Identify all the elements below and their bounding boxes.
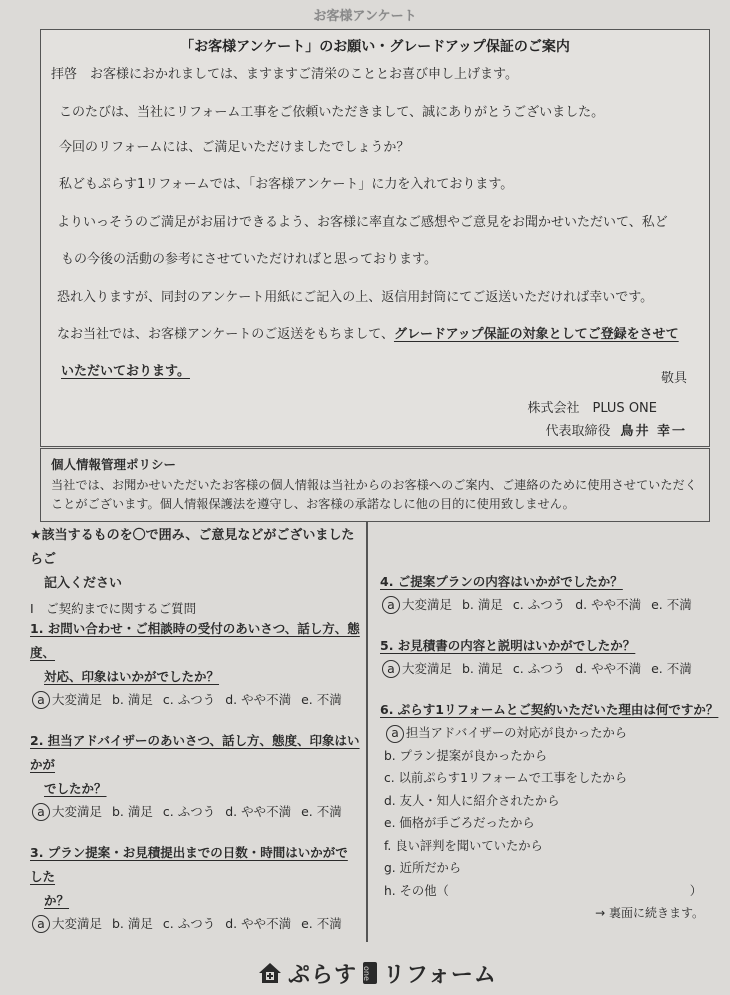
option-a[interactable]: 大変満足 (52, 692, 103, 707)
option-d[interactable]: d. やや不満 (225, 916, 292, 931)
question-2-options (30, 801, 360, 823)
option-c[interactable]: c. ふつう (512, 597, 566, 612)
question-5-title: 5. お見積書の内容と説明はいかがでしたか？ (380, 638, 636, 653)
question-5-options (380, 658, 720, 680)
letter-line-request-1: よりいっそうのご満足がお届けできるよう、お客様に率直なご感想やご意見をお聞かせいただいて、私ど (57, 215, 668, 230)
letter-line-guarantee-1 (57, 323, 679, 342)
option-a-circled[interactable]: a (32, 803, 50, 821)
survey-left-column (30, 524, 360, 953)
reason-f[interactable] (380, 835, 720, 858)
question-6-title: 6. ぷらす1リフォームとご契約いただいた理由は何ですか？ (380, 702, 719, 717)
question-2-line-2: でしたか？ (44, 781, 107, 796)
option-a[interactable]: 大変満足 (52, 916, 103, 931)
question-1-title (30, 617, 360, 689)
option-a-circled[interactable]: a (32, 691, 50, 709)
option-a-circled[interactable]: a (32, 915, 50, 933)
letter-box (40, 29, 710, 447)
reason-f-letter: f. (384, 838, 392, 853)
option-e[interactable]: e. 不満 (301, 916, 342, 931)
reason-f-text: 良い評判を聞いていたから (395, 838, 543, 853)
option-c[interactable]: c. ふつう (512, 661, 566, 676)
footer-logo (258, 958, 497, 988)
reason-d[interactable] (380, 790, 720, 813)
option-d[interactable]: d. やや不満 (225, 804, 292, 819)
letter-line-request-2: もの今後の活動の参考にさせていただければと思っております。 (61, 252, 437, 267)
option-c[interactable]: c. ふつう (162, 804, 216, 819)
option-d[interactable]: d. やや不満 (575, 597, 642, 612)
reason-b-text: プラン提案が良かったから (399, 748, 548, 763)
question-3-line-2: か？ (44, 893, 70, 908)
option-b[interactable]: b. 満足 (112, 804, 153, 819)
option-d[interactable]: d. やや不満 (575, 661, 642, 676)
option-e[interactable]: e. 不満 (301, 804, 342, 819)
option-e[interactable]: e. 不満 (651, 597, 692, 612)
letter-line-return: 恐れ入りますが、同封のアンケート用紙にご記入の上、返信用封筒にてご返送いただければ幸いです。 (57, 290, 654, 305)
option-a[interactable]: 大変満足 (52, 804, 103, 819)
option-a-circled[interactable]: a (382, 596, 400, 614)
option-d[interactable]: d. やや不満 (225, 692, 292, 707)
letter-line-guarantee-2 (61, 360, 190, 379)
representative (545, 420, 687, 439)
house-icon (258, 962, 282, 984)
question-1-options (30, 689, 360, 711)
question-1-line-2: 対応、印象はいかがでしたか？ (44, 669, 220, 684)
option-a[interactable]: 大変満足 (402, 597, 453, 612)
question-3-options (30, 913, 360, 935)
survey-right-column (380, 524, 720, 921)
reason-e[interactable] (380, 812, 720, 835)
option-c[interactable]: c. ふつう (162, 692, 216, 707)
guarantee-prefix: なお当社では、お客様アンケートのご返送をもちまして、 (57, 327, 394, 342)
option-b[interactable]: b. 満足 (462, 597, 503, 612)
closing-word: 敬具 (660, 371, 687, 386)
other-close-paren: ） (689, 883, 702, 898)
reason-c-letter: c. (384, 771, 395, 785)
option-a-circled[interactable]: a (382, 660, 400, 678)
option-b[interactable]: b. 満足 (462, 661, 503, 676)
reason-e-letter: e. (384, 816, 396, 830)
logo-one-badge: one (363, 962, 377, 984)
survey-instruction (30, 524, 360, 596)
letter-line-focus: 私どもぷらす1リフォームでは、「お客様アンケート」に力を入れております。 (59, 177, 514, 192)
reason-a-circled[interactable]: a (386, 725, 404, 743)
reason-h-letter: h. (384, 883, 396, 898)
guarantee-highlight: グレードアップ保証の対象としてご登録をさせて (393, 327, 679, 342)
option-b[interactable]: b. 満足 (112, 916, 153, 931)
question-3-title (30, 841, 360, 913)
question-2-line-1: 2. 担当アドバイザーのあいさつ、話し方、態度、印象はいかが (30, 733, 360, 772)
question-4-title: 4. ご提案プランの内容はいかがでしたか？ (380, 574, 623, 589)
reason-h[interactable] (380, 880, 720, 903)
reason-h-text: その他（ (399, 883, 449, 898)
rep-signature: 鳥井 幸一 (620, 424, 687, 439)
option-b[interactable]: b. 満足 (112, 692, 153, 707)
letter-heading: 「お客様アンケート」のお願い・グレードアップ保証のご案内 (180, 39, 570, 55)
logo-text-reform: リフォーム (383, 962, 497, 988)
option-e[interactable]: e. 不満 (651, 661, 692, 676)
reason-c[interactable] (380, 767, 720, 790)
letter-line-greeting: 拝啓 お客様におかれましては、ますますご清栄のこととお喜び申し上げます。 (51, 67, 518, 82)
instruction-line-2: 記入ください (44, 576, 123, 591)
reason-d-letter: d. (384, 793, 396, 808)
rep-title: 代表取締役 (545, 424, 611, 439)
column-divider (366, 522, 368, 942)
reason-a-text: 担当アドバイザーの対応が良かったから (406, 726, 628, 740)
option-e[interactable]: e. 不満 (301, 692, 342, 707)
reason-c-text: 以前ぷらす1リフォームで工事をしたから (398, 771, 628, 785)
policy-text-2: ことがございます。個人情報保護法を遵守し、お客様の承諾なしに他の目的に使用致しません。 (51, 497, 575, 511)
reason-g-text: 近所だから (399, 861, 462, 875)
reason-g[interactable] (380, 857, 720, 880)
letter-line-question: 今回のリフォームには、ご満足いただけましたでしょうか？ (59, 140, 410, 155)
policy-title: 個人情報管理ポリシー (51, 457, 177, 472)
privacy-policy-box (40, 448, 710, 522)
company-name: 株式会社 PLUS ONE (527, 401, 657, 416)
reason-a[interactable] (380, 722, 720, 745)
section-heading: Ⅰ ご契約までに関するご質問 (30, 601, 197, 616)
reason-g-letter: g. (384, 861, 396, 875)
question-2-title (30, 729, 360, 801)
question-4-options (380, 594, 720, 616)
option-a[interactable]: 大変満足 (402, 661, 453, 676)
question-1-line-1: 1. お問い合わせ・ご相談時の受付のあいさつ、話し方、態度、 (30, 621, 360, 660)
reason-d-text: 友人・知人に紹介されたから (399, 793, 560, 808)
reason-b[interactable] (380, 745, 720, 768)
instruction-line-1: ★該当するものを〇で囲み、ご意見などがございましたらご (30, 528, 355, 567)
guarantee-highlight-cont: いただいております。 (61, 364, 190, 379)
reason-b-letter: b. (384, 748, 396, 763)
page-title: お客様アンケート (313, 9, 417, 24)
logo-text-plus: ぷらす (288, 962, 358, 988)
option-c[interactable]: c. ふつう (162, 916, 216, 931)
letter-line-thanks: このたびは、当社にリフォーム工事をご依頼いただきまして、誠にありがとうございました。 (59, 105, 605, 120)
policy-text-1: 当社では、お聞かせいただいたお客様の個人情報は当社からのお客様へのご案内、ご連絡のために使用させていただく (51, 478, 697, 492)
continue-note: → 裏面に続きます。 (595, 906, 704, 920)
reason-e-text: 価格が手ごろだったから (399, 816, 535, 830)
question-3-line-1: 3. プラン提案・お見積提出までの日数・時間はいかがでした (30, 845, 348, 884)
